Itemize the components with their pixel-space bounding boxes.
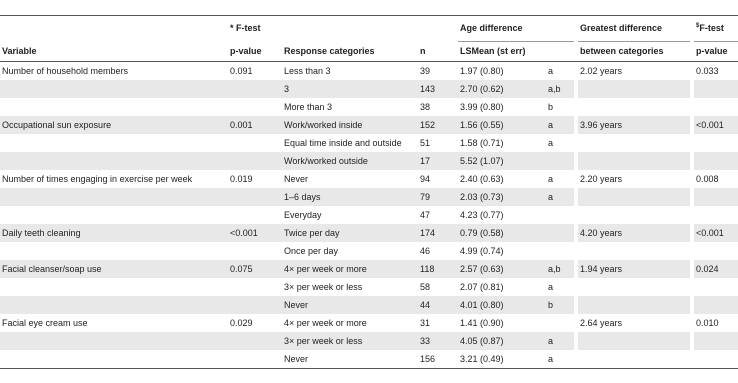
cell-variable (0, 278, 228, 296)
cell-pvalue2: 0.010 (696, 318, 719, 328)
cell-n: 46 (420, 246, 431, 256)
cell-variable: Facial cleanser/soap use (0, 260, 228, 278)
table-row (0, 80, 738, 98)
cell-letter (546, 152, 574, 170)
cell-pvalue2 (694, 98, 738, 116)
cell-greatest: 1.94 years (578, 260, 690, 278)
cell-letter (546, 314, 574, 332)
cell-letter: b (546, 296, 574, 314)
cell-n: 33 (418, 332, 458, 350)
cell-pvalue (228, 296, 282, 314)
cell-letter: a (548, 174, 554, 184)
cell-lsmean: 0.79 (0.58) (458, 224, 546, 242)
cell-greatest: 4.20 years (578, 224, 690, 242)
cell-pvalue2: <0.001 (694, 224, 738, 242)
cell-pvalue2: 0.008 (696, 174, 719, 184)
cell-pvalue: <0.001 (228, 224, 282, 242)
cell-pvalue (228, 332, 282, 350)
cell-n: 143 (418, 80, 458, 98)
cell-lsmean: 2.57 (0.63) (458, 260, 546, 278)
header-between-categories: between categories (578, 42, 690, 62)
cell-pvalue (228, 242, 282, 260)
header-ftest-dollar-label: F-test (699, 23, 724, 33)
cell-letter: a (548, 66, 554, 76)
cell-category: Twice per day (282, 224, 418, 242)
cell-variable (0, 296, 228, 314)
cell-pvalue2 (694, 242, 738, 260)
header-greatest-difference: Greatest difference (578, 16, 690, 42)
cell-greatest (578, 152, 690, 170)
cell-n: 38 (420, 102, 431, 112)
cell-variable (0, 98, 228, 116)
table-row (0, 296, 738, 314)
header-variable: Variable (0, 42, 228, 62)
cell-lsmean: 2.40 (0.63) (460, 174, 504, 184)
cell-pvalue2 (694, 332, 738, 350)
cell-greatest: 2.20 years (580, 174, 623, 184)
cell-lsmean: 4.99 (0.74) (460, 246, 504, 256)
cell-n: 174 (418, 224, 458, 242)
cell-pvalue2 (694, 278, 738, 296)
cell-letter: a (546, 350, 574, 369)
cell-category: Less than 3 (284, 66, 331, 76)
cell-letter (546, 224, 574, 242)
cell-variable (0, 152, 228, 170)
cell-category: Work/worked outside (282, 152, 418, 170)
cell-pvalue (228, 206, 282, 224)
cell-category: 3× per week or less (282, 332, 418, 350)
cell-lsmean: 1.58 (0.71) (460, 138, 504, 148)
cell-pvalue (228, 188, 282, 206)
cell-variable: Number of times engaging in exercise per week (2, 174, 193, 184)
header-ftest-star: * F-test (228, 16, 282, 42)
cell-pvalue (228, 80, 282, 98)
cell-category: Never (282, 296, 418, 314)
table-body (0, 62, 738, 369)
cell-n: 17 (418, 152, 458, 170)
cell-letter: a (546, 116, 574, 134)
cell-n: 94 (420, 174, 431, 184)
cell-greatest (578, 206, 690, 224)
cell-greatest: 3.96 years (578, 116, 690, 134)
cell-n: 58 (420, 282, 431, 292)
cell-lsmean: 3.99 (0.80) (460, 102, 504, 112)
cell-letter: a (546, 188, 574, 206)
header-lsmean: LSMean (st err) (458, 42, 574, 62)
cell-category: 4× per week or more (284, 318, 367, 328)
cell-pvalue (228, 98, 282, 116)
table-row (0, 152, 738, 170)
cell-pvalue2: 0.033 (696, 66, 719, 76)
cell-variable: Occupational sun exposure (0, 116, 228, 134)
header-response-categories: Response categories (282, 42, 418, 62)
header-empty (418, 16, 458, 42)
cell-pvalue2: <0.001 (694, 116, 738, 134)
cell-variable (0, 206, 228, 224)
cell-category: 4× per week or more (282, 260, 418, 278)
table-row (0, 278, 738, 296)
cell-letter: a,b (546, 260, 574, 278)
header-pvalue-2: p-value (694, 42, 738, 62)
cell-category: Never (284, 174, 309, 184)
cell-lsmean: 2.07 (0.81) (460, 282, 504, 292)
header-ftest-dollar (694, 16, 738, 42)
cell-n: 31 (420, 318, 431, 328)
cell-letter: a (548, 138, 554, 148)
header-empty (0, 16, 228, 42)
cell-pvalue (228, 134, 282, 152)
cell-n: 118 (418, 260, 458, 278)
cell-lsmean: 4.01 (0.80) (458, 296, 546, 314)
cell-pvalue2 (694, 206, 738, 224)
cell-letter: b (548, 102, 554, 112)
cell-pvalue2 (694, 296, 738, 314)
cell-lsmean: 4.23 (0.77) (460, 210, 504, 220)
table-row (0, 116, 738, 134)
table-row (0, 170, 738, 188)
cell-category: 3× per week or less (284, 282, 363, 292)
cell-greatest (578, 188, 690, 206)
cell-pvalue2 (694, 152, 738, 170)
header-dollar-sup: $ (696, 23, 700, 29)
cell-pvalue: 0.075 (228, 260, 282, 278)
cell-pvalue (228, 350, 282, 369)
cell-lsmean: 5.52 (1.07) (458, 152, 546, 170)
cell-category: Work/worked inside (282, 116, 418, 134)
cell-lsmean: 1.41 (0.90) (460, 318, 504, 328)
cell-variable (0, 242, 228, 260)
cell-letter: a (546, 332, 574, 350)
cell-pvalue2 (694, 350, 738, 369)
cell-greatest: 2.02 years (580, 66, 623, 76)
cell-category: Once per day (284, 246, 339, 256)
cell-lsmean: 4.05 (0.87) (458, 332, 546, 350)
cell-pvalue2 (694, 80, 738, 98)
cell-n: 39 (420, 66, 431, 76)
cell-category: Never (282, 350, 418, 369)
cell-variable (0, 134, 228, 152)
cell-n: 51 (420, 138, 431, 148)
cell-variable (0, 332, 228, 350)
cell-variable (0, 350, 228, 369)
table-row (0, 224, 738, 242)
cell-greatest (578, 332, 690, 350)
cell-greatest: 2.64 years (580, 318, 623, 328)
cell-greatest (578, 98, 690, 116)
header-age-difference: Age difference (458, 16, 574, 42)
header-row-2 (0, 42, 738, 62)
cell-pvalue (228, 278, 282, 296)
cell-pvalue2: 0.024 (694, 260, 738, 278)
table-row (0, 62, 738, 81)
header-n: n (418, 42, 458, 62)
cell-pvalue: 0.029 (230, 318, 253, 328)
cell-category: 1–6 days (282, 188, 418, 206)
cell-pvalue: 0.091 (230, 66, 253, 76)
table-row (0, 332, 738, 350)
cell-letter (546, 206, 574, 224)
cell-pvalue2 (694, 134, 738, 152)
cell-pvalue (228, 152, 282, 170)
cell-greatest (578, 350, 690, 369)
cell-lsmean: 1.97 (0.80) (460, 66, 504, 76)
cell-lsmean: 3.21 (0.49) (458, 350, 546, 369)
cell-greatest (578, 134, 690, 152)
cell-pvalue: 0.019 (230, 174, 253, 184)
cell-category: More than 3 (284, 102, 333, 112)
cell-letter (546, 242, 574, 260)
cell-variable (0, 80, 228, 98)
cell-category: 3 (282, 80, 418, 98)
cell-lsmean: 2.70 (0.62) (458, 80, 546, 98)
table-row (0, 350, 738, 369)
header-empty (282, 16, 418, 42)
cell-n: 47 (420, 210, 431, 220)
table-row (0, 314, 738, 332)
table-row (0, 134, 738, 152)
cell-n: 156 (418, 350, 458, 369)
cell-variable: Facial eye cream use (2, 318, 88, 328)
cell-n: 44 (418, 296, 458, 314)
cell-greatest (578, 278, 690, 296)
table-row (0, 260, 738, 278)
table-row (0, 206, 738, 224)
cell-letter: a (548, 282, 554, 292)
cell-greatest (578, 242, 690, 260)
cell-variable: Daily teeth cleaning (0, 224, 228, 242)
table-row (0, 242, 738, 260)
cell-greatest (578, 80, 690, 98)
cell-n: 152 (418, 116, 458, 134)
cell-lsmean: 2.03 (0.73) (458, 188, 546, 206)
cell-category: Equal time inside and outside (284, 138, 402, 148)
cell-variable: Number of household members (2, 66, 129, 76)
cell-pvalue: 0.001 (228, 116, 282, 134)
cell-variable (0, 188, 228, 206)
cell-category: Everyday (284, 210, 322, 220)
cell-n: 79 (418, 188, 458, 206)
cell-greatest (578, 296, 690, 314)
cell-lsmean: 1.56 (0.55) (458, 116, 546, 134)
header-row-1 (0, 16, 738, 42)
table-row (0, 188, 738, 206)
cell-letter: a,b (546, 80, 574, 98)
cell-pvalue2 (694, 188, 738, 206)
results-table (0, 15, 738, 369)
header-pvalue: p-value (228, 42, 282, 62)
table-row (0, 98, 738, 116)
